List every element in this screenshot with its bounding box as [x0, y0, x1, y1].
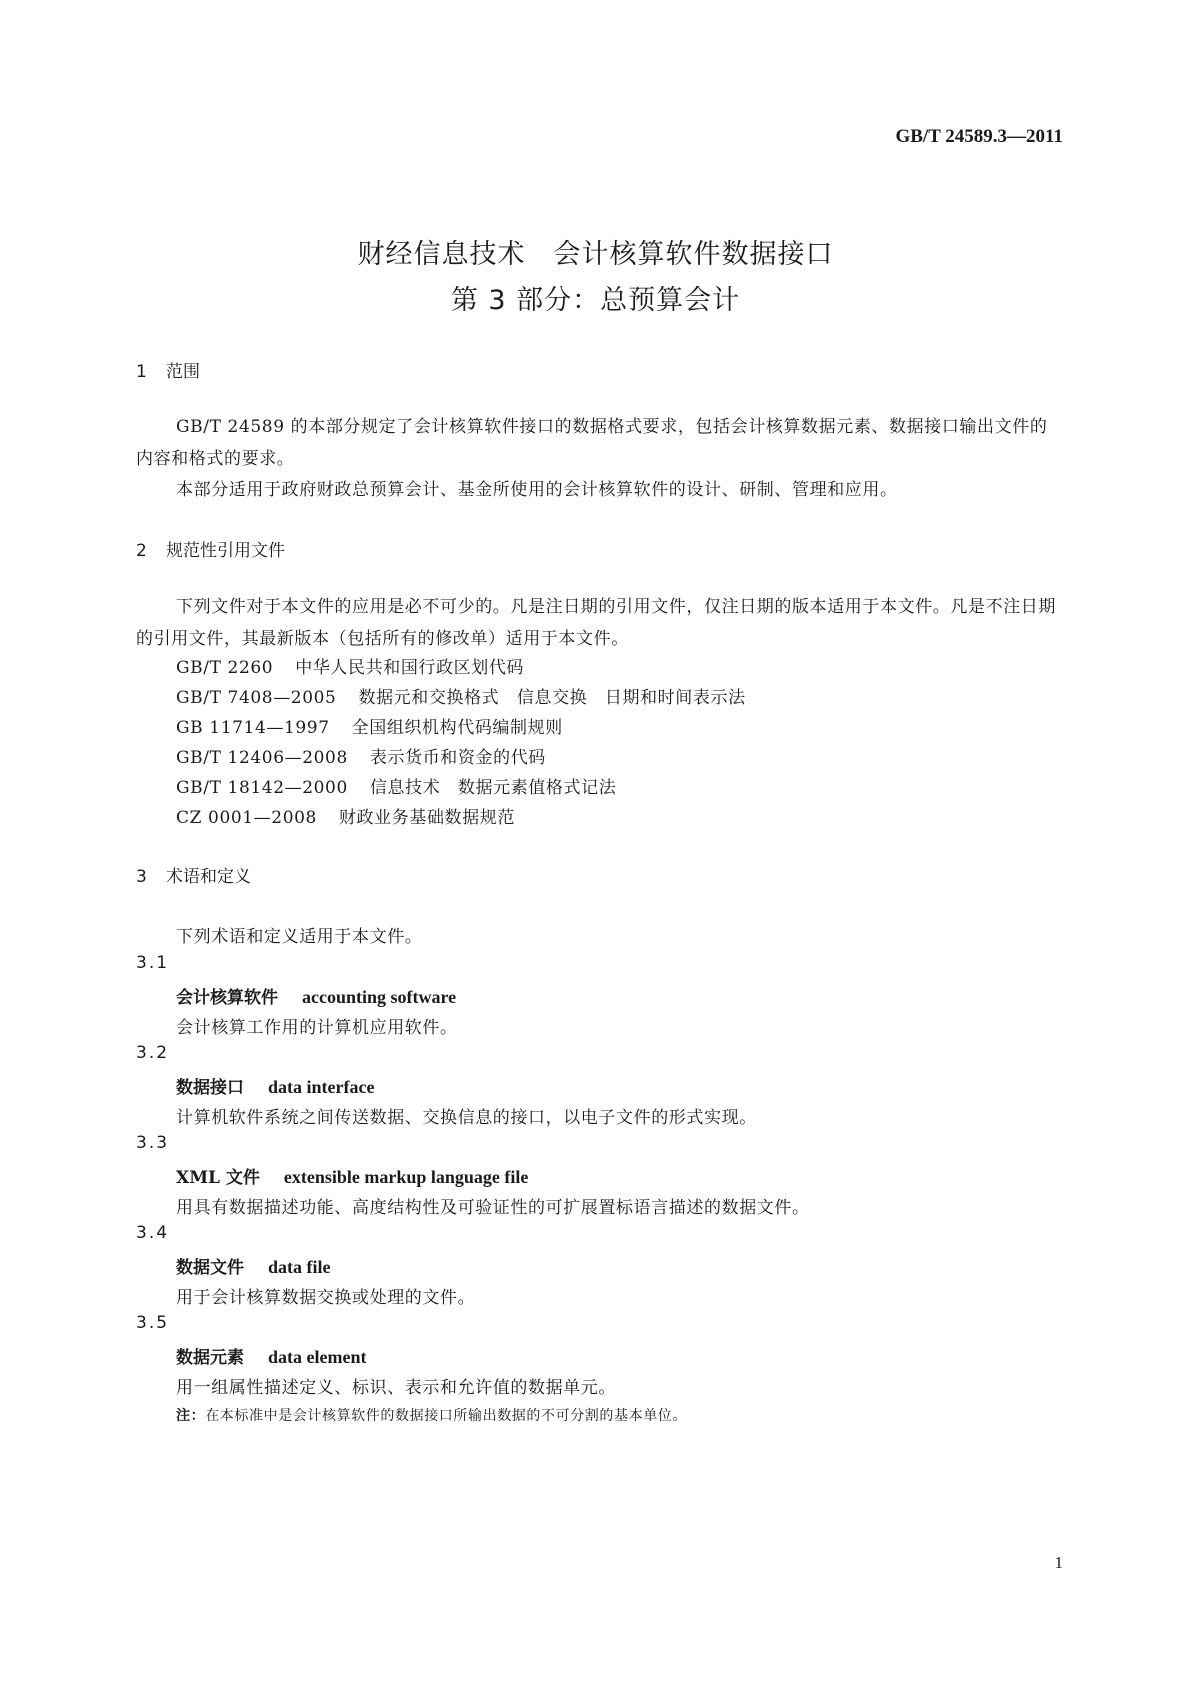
normative-reference	[176, 743, 546, 768]
reference-title: 数据元和交换格式 信息交换 日期和时间表示法	[358, 688, 746, 708]
section-number: 3	[136, 867, 147, 887]
page-number: 1	[1054, 1553, 1063, 1572]
section-number: 2	[136, 541, 147, 561]
normative-reference	[176, 653, 524, 678]
normative-reference	[176, 803, 515, 828]
term-definition: 用于会计核算数据交换或处理的文件。	[176, 1288, 476, 1308]
section-2-paragraph-1: 下列文件对于本文件的应用是必不可少的。凡是注日期的引用文件，仅注日期的版本适用于本文件。凡是不注日期的引用文件，其最新版本（包括所有的修改单）适用于本文件。	[136, 597, 1056, 649]
section-title: 规范性引用文件	[166, 541, 285, 561]
reference-title: 财政业务基础数据规范	[338, 808, 515, 828]
section-title: 术语和定义	[166, 867, 251, 887]
reference-title: 表示货币和资金的代码	[369, 748, 546, 768]
normative-reference	[176, 713, 563, 738]
term-zh: XML 文件	[176, 1168, 260, 1188]
normative-reference	[176, 773, 616, 798]
reference-title: 信息技术 数据元素值格式记法	[369, 778, 617, 798]
note-text: 在本标准中是会计核算软件的数据接口所输出数据的不可分割的基本单位。	[205, 1408, 688, 1424]
term-name	[176, 1253, 331, 1278]
term-name	[176, 1163, 528, 1188]
standard-code: GB/T 24589.3—2011	[895, 126, 1063, 147]
term-en: data element	[268, 1347, 367, 1367]
section-1-paragraph-2: 本部分适用于政府财政总预算会计、基金所使用的会计核算软件的设计、研制、管理和应用。	[176, 480, 898, 500]
term-number: 3.4	[136, 1223, 170, 1243]
term-en: extensible markup language file	[283, 1167, 529, 1187]
term-en: data interface	[268, 1077, 375, 1097]
reference-title: 全国组织机构代码编制规则	[351, 718, 563, 738]
term-definition: 用一组属性描述定义、标识、表示和允许值的数据单元。	[176, 1378, 616, 1398]
reference-code: GB/T 7408—2005	[176, 688, 337, 708]
note-label: 注：	[176, 1408, 206, 1424]
reference-code: GB/T 18142—2000	[176, 778, 348, 798]
term-number: 3.1	[136, 953, 170, 973]
term-name	[176, 1073, 374, 1098]
term-name	[176, 983, 456, 1008]
reference-title: 中华人民共和国行政区划代码	[295, 658, 525, 678]
section-3-heading	[136, 862, 251, 887]
reference-code: CZ 0001—2008	[176, 808, 317, 828]
term-zh: 数据文件	[176, 1258, 244, 1278]
section-1-heading	[136, 357, 200, 382]
section-1-paragraph-1: GB/T 24589 的本部分规定了会计核算软件接口的数据格式要求，包括会计核算数据元素、数据接口输出文件的内容和格式的要求。	[136, 417, 1048, 469]
term-number: 3.2	[136, 1043, 170, 1063]
term-zh: 会计核算软件	[176, 988, 278, 1008]
reference-code: GB/T 12406—2008	[176, 748, 348, 768]
term-number: 3.5	[136, 1313, 170, 1333]
term-definition: 计算机软件系统之间传送数据、交换信息的接口，以电子文件的形式实现。	[176, 1108, 757, 1128]
reference-code: GB/T 2260	[176, 658, 274, 678]
reference-code: GB 11714—1997	[176, 718, 330, 738]
document-title-line1: 财经信息技术 会计核算软件数据接口	[357, 239, 834, 270]
term-name	[176, 1343, 366, 1368]
document-title-line2: 第 3 部分：总预算会计	[450, 285, 741, 316]
section-title: 范围	[166, 362, 200, 382]
section-number: 1	[136, 362, 147, 382]
normative-reference	[176, 683, 746, 708]
section-2-heading	[136, 536, 285, 561]
term-en: data file	[268, 1257, 331, 1277]
section-3-intro: 下列术语和定义适用于本文件。	[176, 927, 423, 947]
term-zh: 数据接口	[176, 1078, 244, 1098]
term-number: 3.3	[136, 1133, 170, 1153]
term-zh: 数据元素	[176, 1348, 244, 1368]
term-definition: 用具有数据描述功能、高度结构性及可验证性的可扩展置标语言描述的数据文件。	[176, 1198, 810, 1218]
note	[176, 1405, 687, 1425]
term-en: accounting software	[302, 987, 457, 1007]
term-definition: 会计核算工作用的计算机应用软件。	[176, 1018, 458, 1038]
